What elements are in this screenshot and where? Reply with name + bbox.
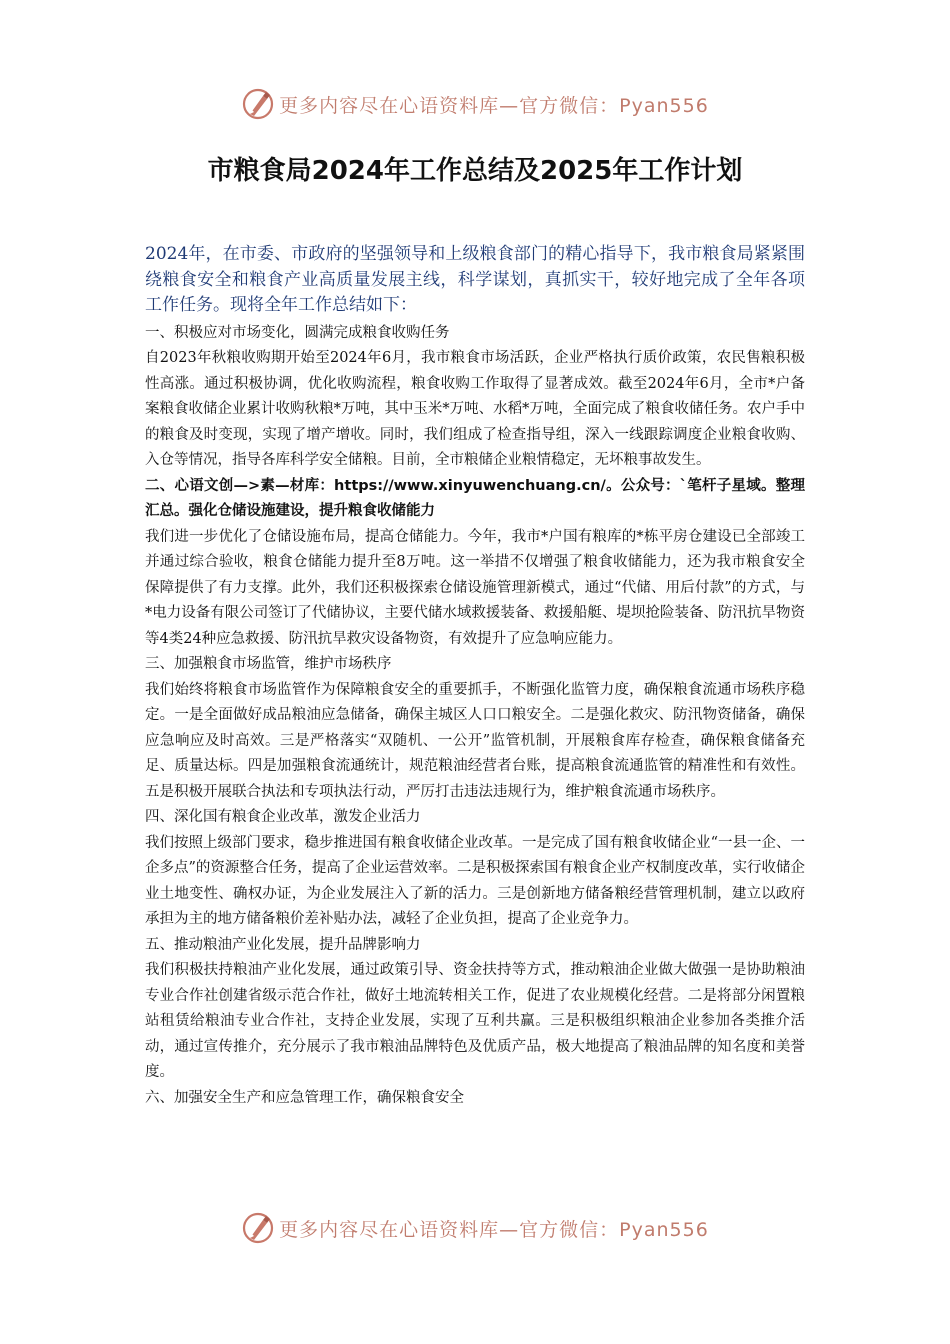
section-body: 我们进一步优化了仓储设施布局，提高仓储能力。今年，我市*户国有粮库的*栋平房仓建设已全部竣工并通过综合验收，粮食仓储能力提升至8万吨。这一举措不仅增强了粮食收储能力，还为我市粮食安全保障提供了有力支撑。此外，我们还积极探索仓储设施管理新模式，通过“代储、用后付款”的方式，与*电力设备有限公司签订了代储协议，主要代储水域救援装备、救援船艇、堤坝抢险装备、防汛抗旱物资等4类24种应急救援、防汛抗旱救灾设备物资，有效提升了应急响应能力。 (145, 528, 805, 647)
header-banner (0, 84, 950, 124)
pen-logo-icon (241, 1211, 275, 1245)
section-body: 自2023年秋粮收购期开始至2024年6月，我市粮食市场活跃，企业严格执行质价政策，农民售粮积极性高涨。通过积极协调，优化收购流程，粮食收购工作取得了显著成效。截至2024年6月，全市*户备案粮食收储企业累计收购秋粮*万吨，其中玉米*万吨、水稻*万吨，全面完成了粮食收储任务。农户手中的粮食及时变现，实现了增产增收。同时，我们组成了检查指导组，深入一线跟踪调度企业粮食收购、入仓等情况，指导各库科学安全储粮。目前，全市粮储企业粮情稳定，无坏粮事故发生。 (145, 350, 805, 468)
section-heading: 二、心语文创—>素—材库：https://www.xinyuwenchuang.cn/。公众号：`笔杆子星域。整理汇总。强化仓储设施建设，提升粮食收储能力 (145, 477, 805, 519)
pen-logo-icon (241, 87, 275, 121)
section-heading: 四、深化国有粮食企业改革，激发企业活力 (145, 809, 421, 825)
document-body (145, 242, 805, 1111)
section-body: 我们积极扶持粮油产业化发展，通过政策引导、资金扶持等方式，推动粮油企业做大做强一是协助粮油专业合作社创建省级示范合作社，做好土地流转相关工作，促进了农业规模化经营。二是将部分闲置粮站租赁给粮油专业合作社，支持企业发展，实现了互利共赢。三是积极组织粮油企业参加各类推介活动，通过宣传推介，充分展示了我市粮油品牌特色及优质产品，极大地提高了粮油品牌的知名度和美誉度。 (145, 962, 805, 1080)
section-heading: 一、积极应对市场变化，圆满完成粮食收购任务 (145, 324, 450, 341)
footer-banner (0, 1208, 950, 1248)
intro-paragraph: 2024年，在市委、市政府的坚强领导和上级粮食部门的精心指导下，我市粮食局紧紧围绕粮食安全和粮食产业高质量发展主线，科学谋划，真抓实干，较好地完成了全年各项工作任务。现将全年工作总结如下： (145, 244, 805, 315)
section-heading: 六、加强安全生产和应急管理工作，确保粮食安全 (145, 1089, 464, 1106)
banner-text: 更多内容尽在心语资料库—官方微信：Pyan556 (279, 94, 709, 117)
document-title: 市粮食局2024年工作总结及2025年工作计划 (207, 156, 743, 186)
banner-text: 更多内容尽在心语资料库—官方微信：Pyan556 (279, 1218, 709, 1241)
section-heading: 三、加强粮食市场监管，维护市场秩序 (145, 656, 392, 672)
section-heading: 五、推动粮油产业化发展，提升品牌影响力 (145, 936, 421, 953)
section-body: 我们按照上级部门要求，稳步推进国有粮食收储企业改革。一是完成了国有粮食收储企业“一县一企、一企多点”的资源整合任务，提高了企业运营效率。二是积极探索国有粮食企业产权制度改革，实行收储企业土地变性、确权办证，为企业发展注入了新的活力。三是创新地方储备粮经营管理机制，建立以政府承担为主的地方储备粮价差补贴办法，减轻了企业负担，提高了企业竞争力。 (145, 834, 805, 927)
section-body: 我们始终将粮食市场监管作为保障粮食安全的重要抓手，不断强化监管力度，确保粮食流通市场秩序稳定。一是全面做好成品粮油应急储备，确保主城区人口口粮安全。二是强化救灾、防汛物资储备，确保应急响应及时高效。三是严格落实“双随机、一公开”监管机制，开展粮食库存检查，确保粮食储备充足、质量达标。四是加强粮食流通统计，规范粮油经营者台账，提高粮食流通监管的精准性和有效性。五是积极开展联合执法和专项执法行动，严厉打击违法违规行为，维护粮食流通市场秩序。 (145, 681, 805, 800)
